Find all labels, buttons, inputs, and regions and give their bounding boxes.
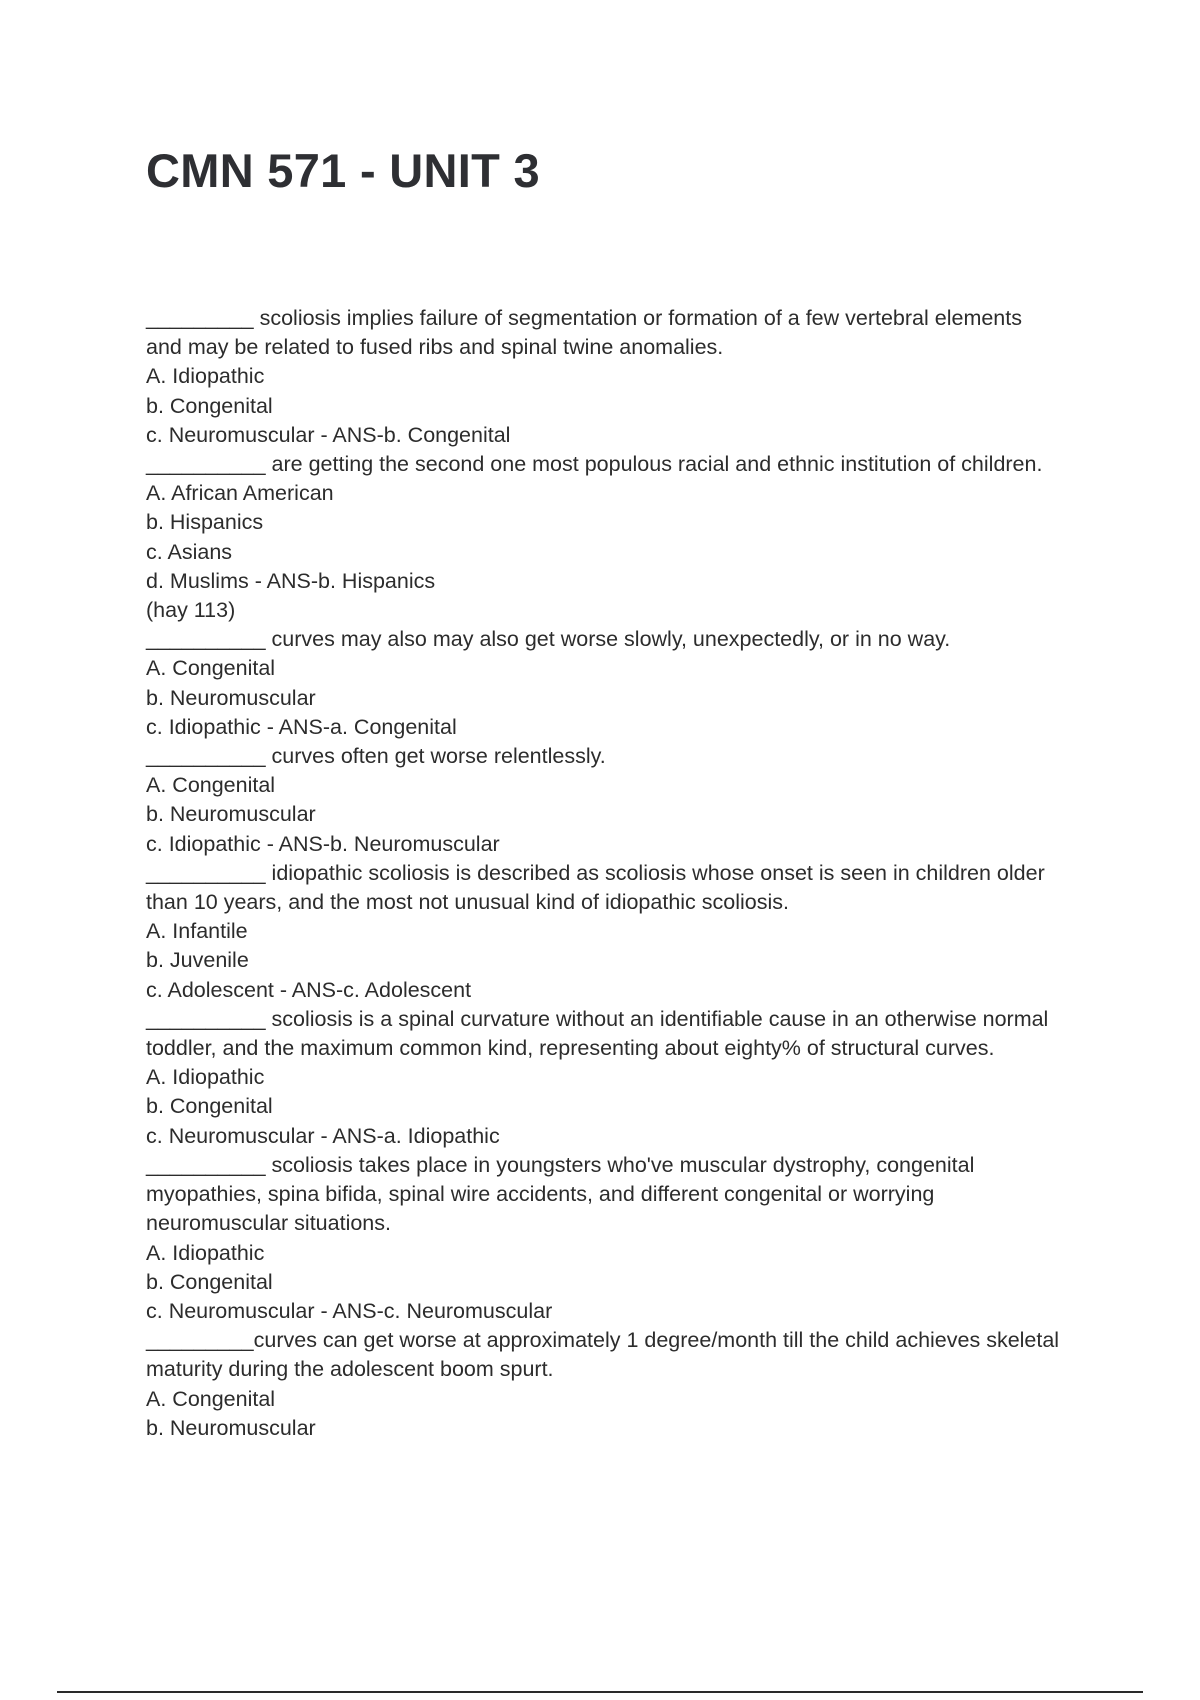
document-line: b. Neuromuscular — [146, 685, 316, 710]
document-line: c. Adolescent - ANS-c. Adolescent — [146, 977, 472, 1002]
document-line: b. Congenital — [146, 1094, 273, 1119]
document-line: __________ curves may also may also get worse slowly, unexpectedly, or in no way. — [146, 627, 951, 652]
document-line: __________ scoliosis is a spinal curvature without an identifiable cause in an otherwise normal — [146, 1006, 1049, 1031]
document-body — [146, 304, 1096, 1443]
page-title: CMN 571 - UNIT 3 — [146, 144, 540, 197]
document-line: __________ idiopathic scoliosis is described as scoliosis whose onset is seen in children older — [146, 860, 1045, 885]
document-line: __________ scoliosis takes place in youngsters who've muscular dystrophy, congenital — [146, 1152, 975, 1177]
document-line: A. Idiopathic — [146, 364, 265, 389]
document-line: c. Neuromuscular - ANS-b. Congenital — [146, 422, 511, 447]
document-line: maturity during the adolescent boom spurt. — [146, 1357, 554, 1382]
document-line: A. African American — [146, 481, 334, 506]
document-line: __________ curves often get worse relentlessly. — [146, 744, 606, 769]
document-line: __________ are getting the second one most populous racial and ethnic institution of children. — [146, 452, 1043, 477]
document-line: b. Congenital — [146, 1269, 273, 1294]
document-line: c. Asians — [146, 539, 233, 564]
footer-divider — [57, 1691, 1143, 1693]
document-line: _________ scoliosis implies failure of segmentation or formation of a few vertebral elements — [146, 306, 1022, 330]
document-line: c. Neuromuscular - ANS-c. Neuromuscular — [146, 1298, 553, 1323]
document-line: c. Idiopathic - ANS-a. Congenital — [146, 714, 457, 739]
document-line: b. Hispanics — [146, 510, 264, 535]
document-line: toddler, and the maximum common kind, representing about eighty% of structural curves. — [146, 1036, 995, 1061]
document-line: than 10 years, and the most not unusual kind of idiopathic scoliosis. — [146, 890, 789, 915]
document-line: myopathies, spina bifida, spinal wire accidents, and different congenital or worrying — [146, 1182, 935, 1207]
document-line: A. Infantile — [146, 919, 248, 944]
document-line: A. Idiopathic — [146, 1240, 265, 1265]
document-line: d. Muslims - ANS-b. Hispanics — [146, 568, 436, 593]
document-line: c. Idiopathic - ANS-b. Neuromuscular — [146, 831, 500, 856]
document-line: A. Congenital — [146, 656, 276, 681]
document-line: b. Congenital — [146, 393, 273, 418]
document-line: _________curves can get worse at approximately 1 degree/month till the child achieves skeletal — [146, 1328, 1060, 1353]
document-line: A. Idiopathic — [146, 1065, 265, 1090]
document-line: b. Neuromuscular — [146, 1415, 316, 1440]
document-line: A. Congenital — [146, 773, 276, 798]
document-line: A. Congenital — [146, 1386, 276, 1411]
document-line: b. Juvenile — [146, 948, 249, 973]
document-line: (hay 113) — [146, 598, 236, 623]
document-line: c. Neuromuscular - ANS-a. Idiopathic — [146, 1123, 500, 1148]
document-line: and may be related to fused ribs and spinal twine anomalies. — [146, 335, 724, 360]
document-line: b. Neuromuscular — [146, 802, 316, 827]
document-line: neuromuscular situations. — [146, 1211, 391, 1236]
